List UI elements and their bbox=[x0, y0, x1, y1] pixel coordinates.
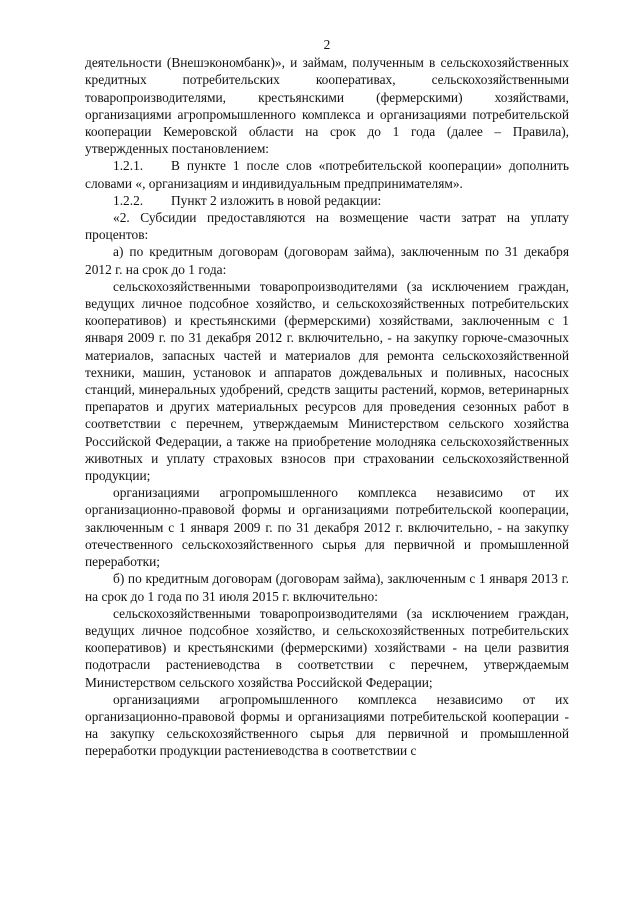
paragraph-producers-2013: сельскохозяйственными товаропроизводителями (за исключением граждан, ведущих личное подсобное хозяйство, и сельскохозяйственных потребительских кооперативов) и крестьянскими (фермерскими) хозяйствами - на цели развития подотрасли растениеводства в соответствии с перечнем, утверждаемым Министерством сельского хозяйства Российской Федерации; bbox=[85, 605, 569, 690]
document-page bbox=[85, 36, 569, 760]
page-number: 2 bbox=[323, 37, 331, 52]
paragraph-b: б) по кредитным договорам (договорам займа), заключенным с 1 января 2013 г. на срок до 1 года по 31 июля 2015 г. включительно: bbox=[85, 571, 569, 604]
clause-text: В пункте 1 после слов «потребительской кооперации» дополнить словами «, организациям и индивидуальным предпринимателям». bbox=[85, 158, 569, 191]
clause-number: 1.2.2. bbox=[113, 192, 144, 208]
paragraph-1-2-2 bbox=[85, 192, 569, 209]
clause-text: Пункт 2 изложить в новой редакции: bbox=[171, 192, 382, 208]
paragraph-a: а) по кредитным договорам (договорам займа), заключенным по 31 декабря 2012 г. на срок до 1 года: bbox=[85, 244, 569, 277]
paragraph-organizations-2013: организациями агропромышленного комплекса независимо от их организационно-правовой формы и организациями потребительской кооперации - на закупку сельскохозяйственного сырья для первичной и промышленной переработки продукции растениеводства в соответствии с bbox=[85, 691, 569, 759]
paragraph-producers-2009: сельскохозяйственными товаропроизводителями (за исключением граждан, ведущих личное подсобное хозяйство, и сельскохозяйственных потребительских кооперативов) и крестьянскими (фермерскими) хозяйствами, заключенным с 1 января 2009 г. по 31 декабря 2012 г. включительно, - на закупку горюче-смазочных материалов, запасных частей и материалов для ремонта сельскохозяйственной техники, машин, установок и аппаратов дождевальных и поливных, насосных станций, минеральных удобрений, средств защиты растений, кормов, ветеринарных препаратов и других материальных ресурсов для проведения сезонных работ в соответствии с перечнем, утверждаемым Министерством сельского хозяйства Российской Федерации, а также на приобретение молодняка сельскохозяйственных животных и уплату страховых взносов при страховании сельскохозяйственной продукции; bbox=[85, 278, 569, 484]
paragraph-organizations-2009: организациями агропромышленного комплекса независимо от их организационно-правовой формы и организациями потребительской кооперации, заключенным с 1 января 2009 г. по 31 декабря 2012 г. включительно, - на закупку отечественного сельскохозяйственного сырья для первичной и промышленной переработки; bbox=[85, 485, 569, 570]
paragraph-1-2-1 bbox=[85, 157, 569, 191]
paragraph-continuation: деятельности (Внешэкономбанк)», и займам, полученным в сельскохозяйственных кредитных потребительских кооперативах, сельскохозяйственными товаропроизводителями, крестьянскими (фермерскими) хозяйствами, организациями агропромышленного комплекса и организациями потребительской кооперации Кемеровской области на срок до 1 года (далее – Правила), утвержденных постановлением: bbox=[85, 55, 569, 157]
clause-number: 1.2.1. bbox=[113, 158, 144, 174]
paragraph-subsidies: «2. Субсидии предоставляются на возмещение части затрат на уплату процентов: bbox=[85, 210, 569, 243]
